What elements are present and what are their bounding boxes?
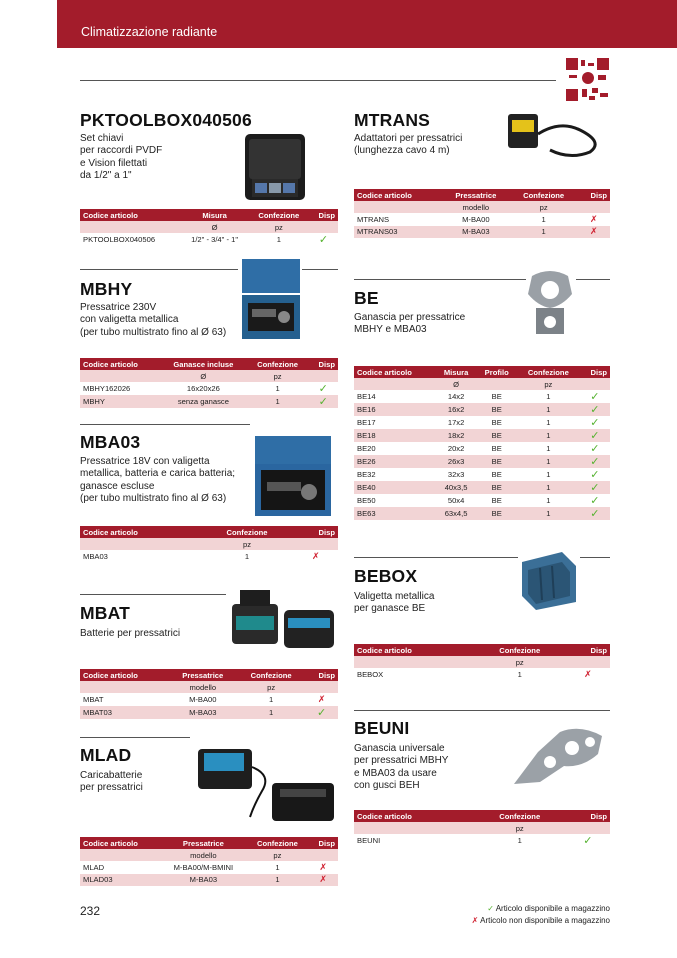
cross-icon: ✗ xyxy=(471,915,479,925)
table-row: MBA03 1 ✗ xyxy=(83,550,320,561)
table-row: MTRANS03 M-BA03 1 ✗ xyxy=(354,226,610,238)
be-table: Codice articolo Misura Profilo Confezione Disp Ø pz BE14 14x2 BE 1 ✓ BE16 16x2 BE 1 ✓ BE17 17x2 BE 1 ✓ BE18 18x2 BE 1 ✓ BE20 20x2 BE 1 ✓ BE26 26x3 BE 1 ✓ BE32 32x3 BE 1 ✓ BE40 40x3,5 BE 1 ✓ BE50 50x4 BE 1 ✓ BE63 63x4,5 BE 1 ✓ xyxy=(354,366,610,520)
table-row: MLAD03 M-BA03 1 ✗ xyxy=(80,874,338,886)
table-row: BE16 16x2 BE 1 ✓ xyxy=(354,403,610,416)
divider xyxy=(80,424,250,425)
divider xyxy=(80,594,226,595)
divider xyxy=(354,557,518,558)
toolbox-image xyxy=(243,130,307,205)
mlad-description: Caricabatterie per pressatrici xyxy=(80,770,143,794)
divider xyxy=(80,737,190,738)
case-image xyxy=(518,548,580,612)
bebox-table: Codice articolo Confezione Disp pz BEBOX 1 ✗ xyxy=(354,644,610,681)
divider xyxy=(80,269,238,270)
table-row: BE40 40x3,5 BE 1 ✓ xyxy=(354,481,610,494)
mbhy-case-image xyxy=(240,257,302,341)
mbat-description: Batterie per pressatrici xyxy=(80,628,181,639)
table-row: BE26 26x3 BE 1 ✓ xyxy=(354,455,610,468)
table-row: BE50 50x4 BE 1 ✓ xyxy=(357,495,600,508)
universal-jaw-image xyxy=(508,722,608,792)
mba03-table: Codice articolo Confezione Disp pz MBA03 1 ✗ xyxy=(80,526,338,563)
table-row: BEBOX 1 ✗ xyxy=(357,668,592,679)
mtrans-title: MTRANS xyxy=(354,110,431,130)
bebox-description: Valigetta metallica per ganasce BE xyxy=(354,591,435,615)
adapter-image xyxy=(500,104,610,162)
mbat-title: MBAT xyxy=(80,603,131,623)
header-banner xyxy=(57,0,677,48)
page-number: 232 xyxy=(80,904,101,918)
mbhy-description: Pressatrice 230V con valigetta metallica (per tubo multistrato fino al Ø 63) xyxy=(80,302,227,338)
mbat-table: Codice articolo Pressatrice Confezione Disp modello pz MBAT M-BA00 1 ✗ MBAT03 M-BA03 1 ✓ xyxy=(80,669,338,719)
mba03-title: MBA03 xyxy=(80,432,141,452)
pkt-table: Codice articolo Misura Confezione Disp Ø pz PKTOOLBOX040506 1/2" - 3/4" - 1" 1 ✓ xyxy=(80,209,338,246)
mtrans-table: Codice articolo Pressatrice Confezione Disp modello pz MTRANS M-BA00 1 ✗ MTRANS03 M-BA03 1 ✗ xyxy=(354,189,610,238)
mbhy-table: Codice articolo Ganasce incluse Confezione Disp Ø pz MBHY162026 16x20x26 1 ✓ MBHY senza ganasce 1 ✓ xyxy=(80,358,338,408)
mlad-table: Codice articolo Pressatrice Confezione Disp modello pz MLAD M-BA00/M-BMINI 1 ✗ MLAD03 M-BA03 1 ✗ xyxy=(80,837,338,886)
qr-code[interactable] xyxy=(566,58,609,101)
header-title: Climatizzazione radiante xyxy=(81,25,218,39)
divider xyxy=(354,279,526,280)
table-row: MBAT M-BA00 1 ✗ xyxy=(83,693,326,704)
mbhy-title: MBHY xyxy=(80,279,133,299)
mtrans-description: Adattatori per pressatrici (lunghezza cavo 4 m) xyxy=(354,133,463,157)
table-row: PKTOOLBOX040506 1/2" - 3/4" - 1" 1 ✓ xyxy=(83,234,329,247)
table-row: BE17 17x2 BE 1 ✓ xyxy=(357,417,600,430)
availability-legend: ✓ Articolo disponibile a magazzino ✗ Articolo non disponibile a magazzino xyxy=(471,904,610,925)
batteries-image xyxy=(228,584,338,654)
table-row: BE20 20x2 BE 1 ✓ xyxy=(357,443,600,456)
table-row: BE18 18x2 BE 1 ✓ xyxy=(354,429,610,442)
pkt-description: Set chiavi per raccordi PVDF e Vision filettati da 1/2" a 1" xyxy=(80,133,163,182)
divider xyxy=(80,80,556,81)
charger-image xyxy=(192,745,338,825)
mba03-description: Pressatrice 18V con valigetta metallica, batteria e carica batteria; ganasce escluse (per tubo multistrato fino al Ø 63) xyxy=(80,456,236,505)
beuni-title: BEUNI xyxy=(354,718,410,738)
table-row: BE32 32x3 BE 1 ✓ xyxy=(357,469,600,482)
divider xyxy=(580,557,610,558)
table-row: BE14 14x2 BE 1 ✓ xyxy=(357,391,600,404)
table-row: BE63 63x4,5 BE 1 ✓ xyxy=(354,507,610,520)
divider xyxy=(302,269,338,270)
bebox-title: BEBOX xyxy=(354,566,418,586)
table-row: MBAT03 M-BA03 1 ✓ xyxy=(80,706,338,719)
be-description: Ganascia per pressatrice MBHY e MBA03 xyxy=(354,312,466,336)
divider xyxy=(354,710,610,711)
mlad-title: MLAD xyxy=(80,745,132,765)
mba03-case-image xyxy=(253,434,333,518)
table-row: MBHY senza ganasce 1 ✓ xyxy=(80,395,338,408)
pkt-title: PKTOOLBOX040506 xyxy=(80,110,252,130)
divider xyxy=(576,279,610,280)
table-row: MLAD M-BA00/M-BMINI 1 ✗ xyxy=(83,861,327,872)
beuni-table: Codice articolo Confezione Disp pz BEUNI 1 ✓ xyxy=(354,810,610,847)
check-icon: ✓ xyxy=(487,904,494,913)
table-row: MTRANS M-BA00 1 ✗ xyxy=(357,213,598,224)
be-title: BE xyxy=(354,288,379,308)
table-row: BEUNI 1 ✓ xyxy=(357,835,593,848)
beuni-description: Ganascia universale per pressatrici MBHY e MBA03 da usare con gusci BEH xyxy=(354,743,449,792)
jaw-image xyxy=(522,268,578,340)
table-row: MBHY162026 16x20x26 1 ✓ xyxy=(83,383,328,396)
